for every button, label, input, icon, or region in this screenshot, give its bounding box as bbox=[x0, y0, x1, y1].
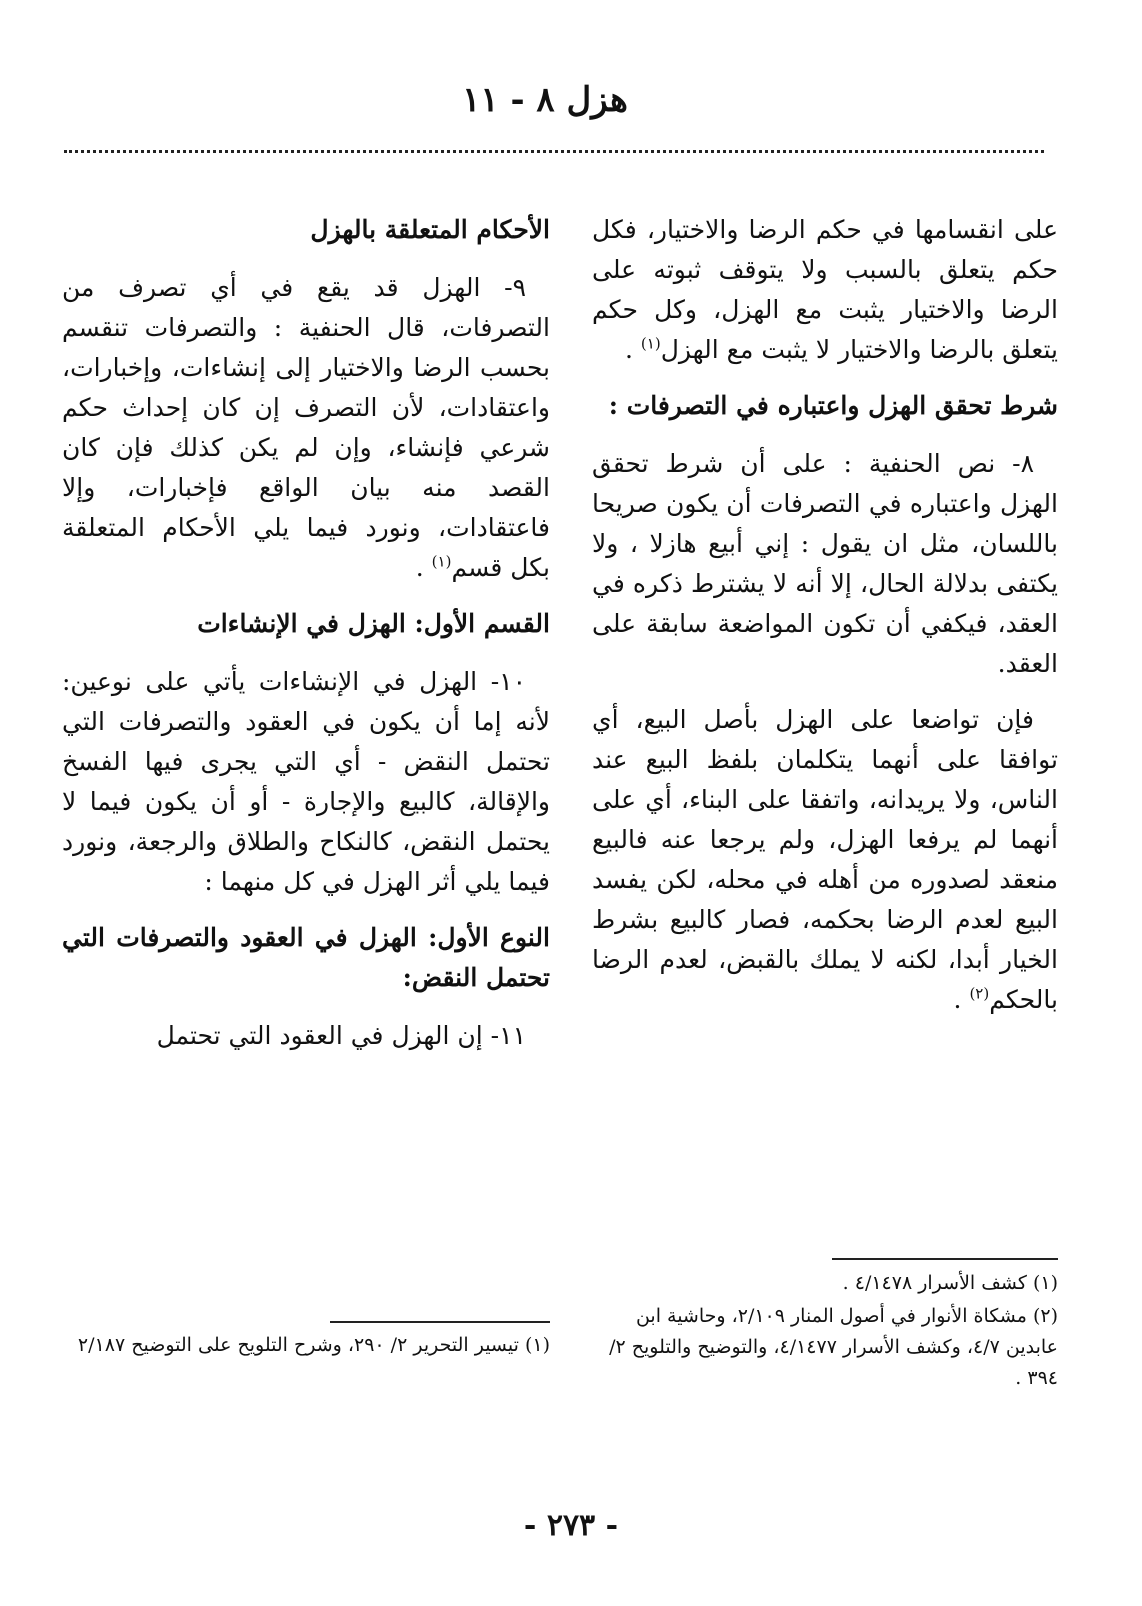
footnotes-left bbox=[62, 1330, 550, 1363]
paragraph-text: فإن تواضعا على الهزل بأصل البيع، أي توافقا على أنهما يتكلمان بلفظ البيع عند الناس، ولا يريدانه، واتفقا على البناء، أي على أنهما لم يرفعا الهزل، ولم يرجعا عنه فالبيع منعقد لصدوره من أهله في محله، لكن يفسد البيع لعدم الرضا بحكمه، فصار كالبيع بشرط الخيار أبدا، لكنه لا يملك بالقبض، لعدم الرضا بالحكم bbox=[592, 705, 1058, 1014]
paragraph bbox=[592, 210, 1058, 370]
page-header-title: هزل ٨ - ١١ bbox=[462, 80, 628, 120]
section-heading: النوع الأول: الهزل في العقود والتصرفات التي تحتمل النقض: bbox=[62, 923, 550, 992]
left-column bbox=[62, 210, 550, 1072]
footnote-reference: (١) bbox=[640, 334, 661, 353]
footnote: (٢) مشكاة الأنوار في أصول المنار ٢/١٠٩، وحاشية ابن عابدين ٤/٧، وكشف الأسرار ٤/١٤٧٧، والتوضيح والتلويح ٢/ ٣٩٤ . bbox=[609, 1305, 1058, 1389]
paragraph: ٨- نص الحنفية : على أن شرط تحقق الهزل واعتباره في التصرفات أن يكون صريحا باللسان، مثل ان يقول : إني أبيع هازلا ، ولا يكتفى بدلالة الحال، إلا أنه لا يشترط ذكره في العقد، فيكفي أن تكون المواضعة سابقة على العقد. bbox=[592, 449, 1058, 678]
footnote-reference: (١) bbox=[431, 552, 452, 571]
right-column bbox=[592, 210, 1058, 1036]
paragraph bbox=[592, 700, 1058, 1020]
paragraph: ١١- إن الهزل في العقود التي تحتمل bbox=[156, 1021, 526, 1050]
paragraph bbox=[62, 268, 550, 588]
footnote: (١) كشف الأسرار ٤/١٤٧٨ . bbox=[842, 1272, 1058, 1294]
footnote: (١) تيسير التحرير ٢/ ٢٩٠، وشرح التلويح على التوضيح ٢/١٨٧ bbox=[77, 1334, 550, 1356]
section-heading: القسم الأول: الهزل في الإنشاءات bbox=[197, 609, 550, 638]
paragraph-end: . bbox=[953, 985, 970, 1014]
paragraph-end: . bbox=[625, 335, 641, 364]
footnote-reference: (٢) bbox=[969, 984, 990, 1003]
footnote-rule bbox=[832, 1258, 1058, 1260]
paragraph-text: ٩- الهزل قد يقع في أي تصرف من التصرفات، قال الحنفية : والتصرفات تنقسم بحسب الرضا والاختيار إلى إنشاءات، وإخبارات، واعتقادات، لأن التصرف إن كان إحداث حكم شرعي فإنشاء، وإن لم يكن كذلك فإن كان القصد منه بيان الواقع فإخبارات، وإلا فاعتقادات، ونورد فيما يلي الأحكام المتعلقة بكل قسم bbox=[62, 273, 550, 582]
page-number: - ٢٧٣ - bbox=[523, 1508, 619, 1543]
section-heading: شرط تحقق الهزل واعتباره في التصرفات : bbox=[608, 391, 1058, 420]
footnotes-right bbox=[592, 1268, 1058, 1396]
section-heading: الأحكام المتعلقة بالهزل bbox=[310, 215, 550, 244]
paragraph: ١٠- الهزل في الإنشاءات يأتي على نوعين: لأنه إما أن يكون في العقود والتصرفات التي تحتمل النقض - أي التي يجرى فيها الفسخ والإقالة، كالبيع والإجارة - أو أن يكون فيما لا يحتمل النقض، كالنكاح والطلاق والرجعة، ونورد فيما يلي أثر الهزل في كل منهما : bbox=[62, 667, 550, 896]
footnote-rule bbox=[330, 1321, 550, 1323]
header-dotted-rule bbox=[64, 150, 1044, 153]
paragraph-text: على انقسامها في حكم الرضا والاختيار، فكل حكم يتعلق بالسبب ولا يتوقف ثبوته على الرضا والاختيار يثبت مع الهزل، وكل حكم يتعلق بالرضا والاختيار لا يثبت مع الهزل bbox=[592, 215, 1058, 364]
paragraph-end: . bbox=[415, 553, 432, 582]
